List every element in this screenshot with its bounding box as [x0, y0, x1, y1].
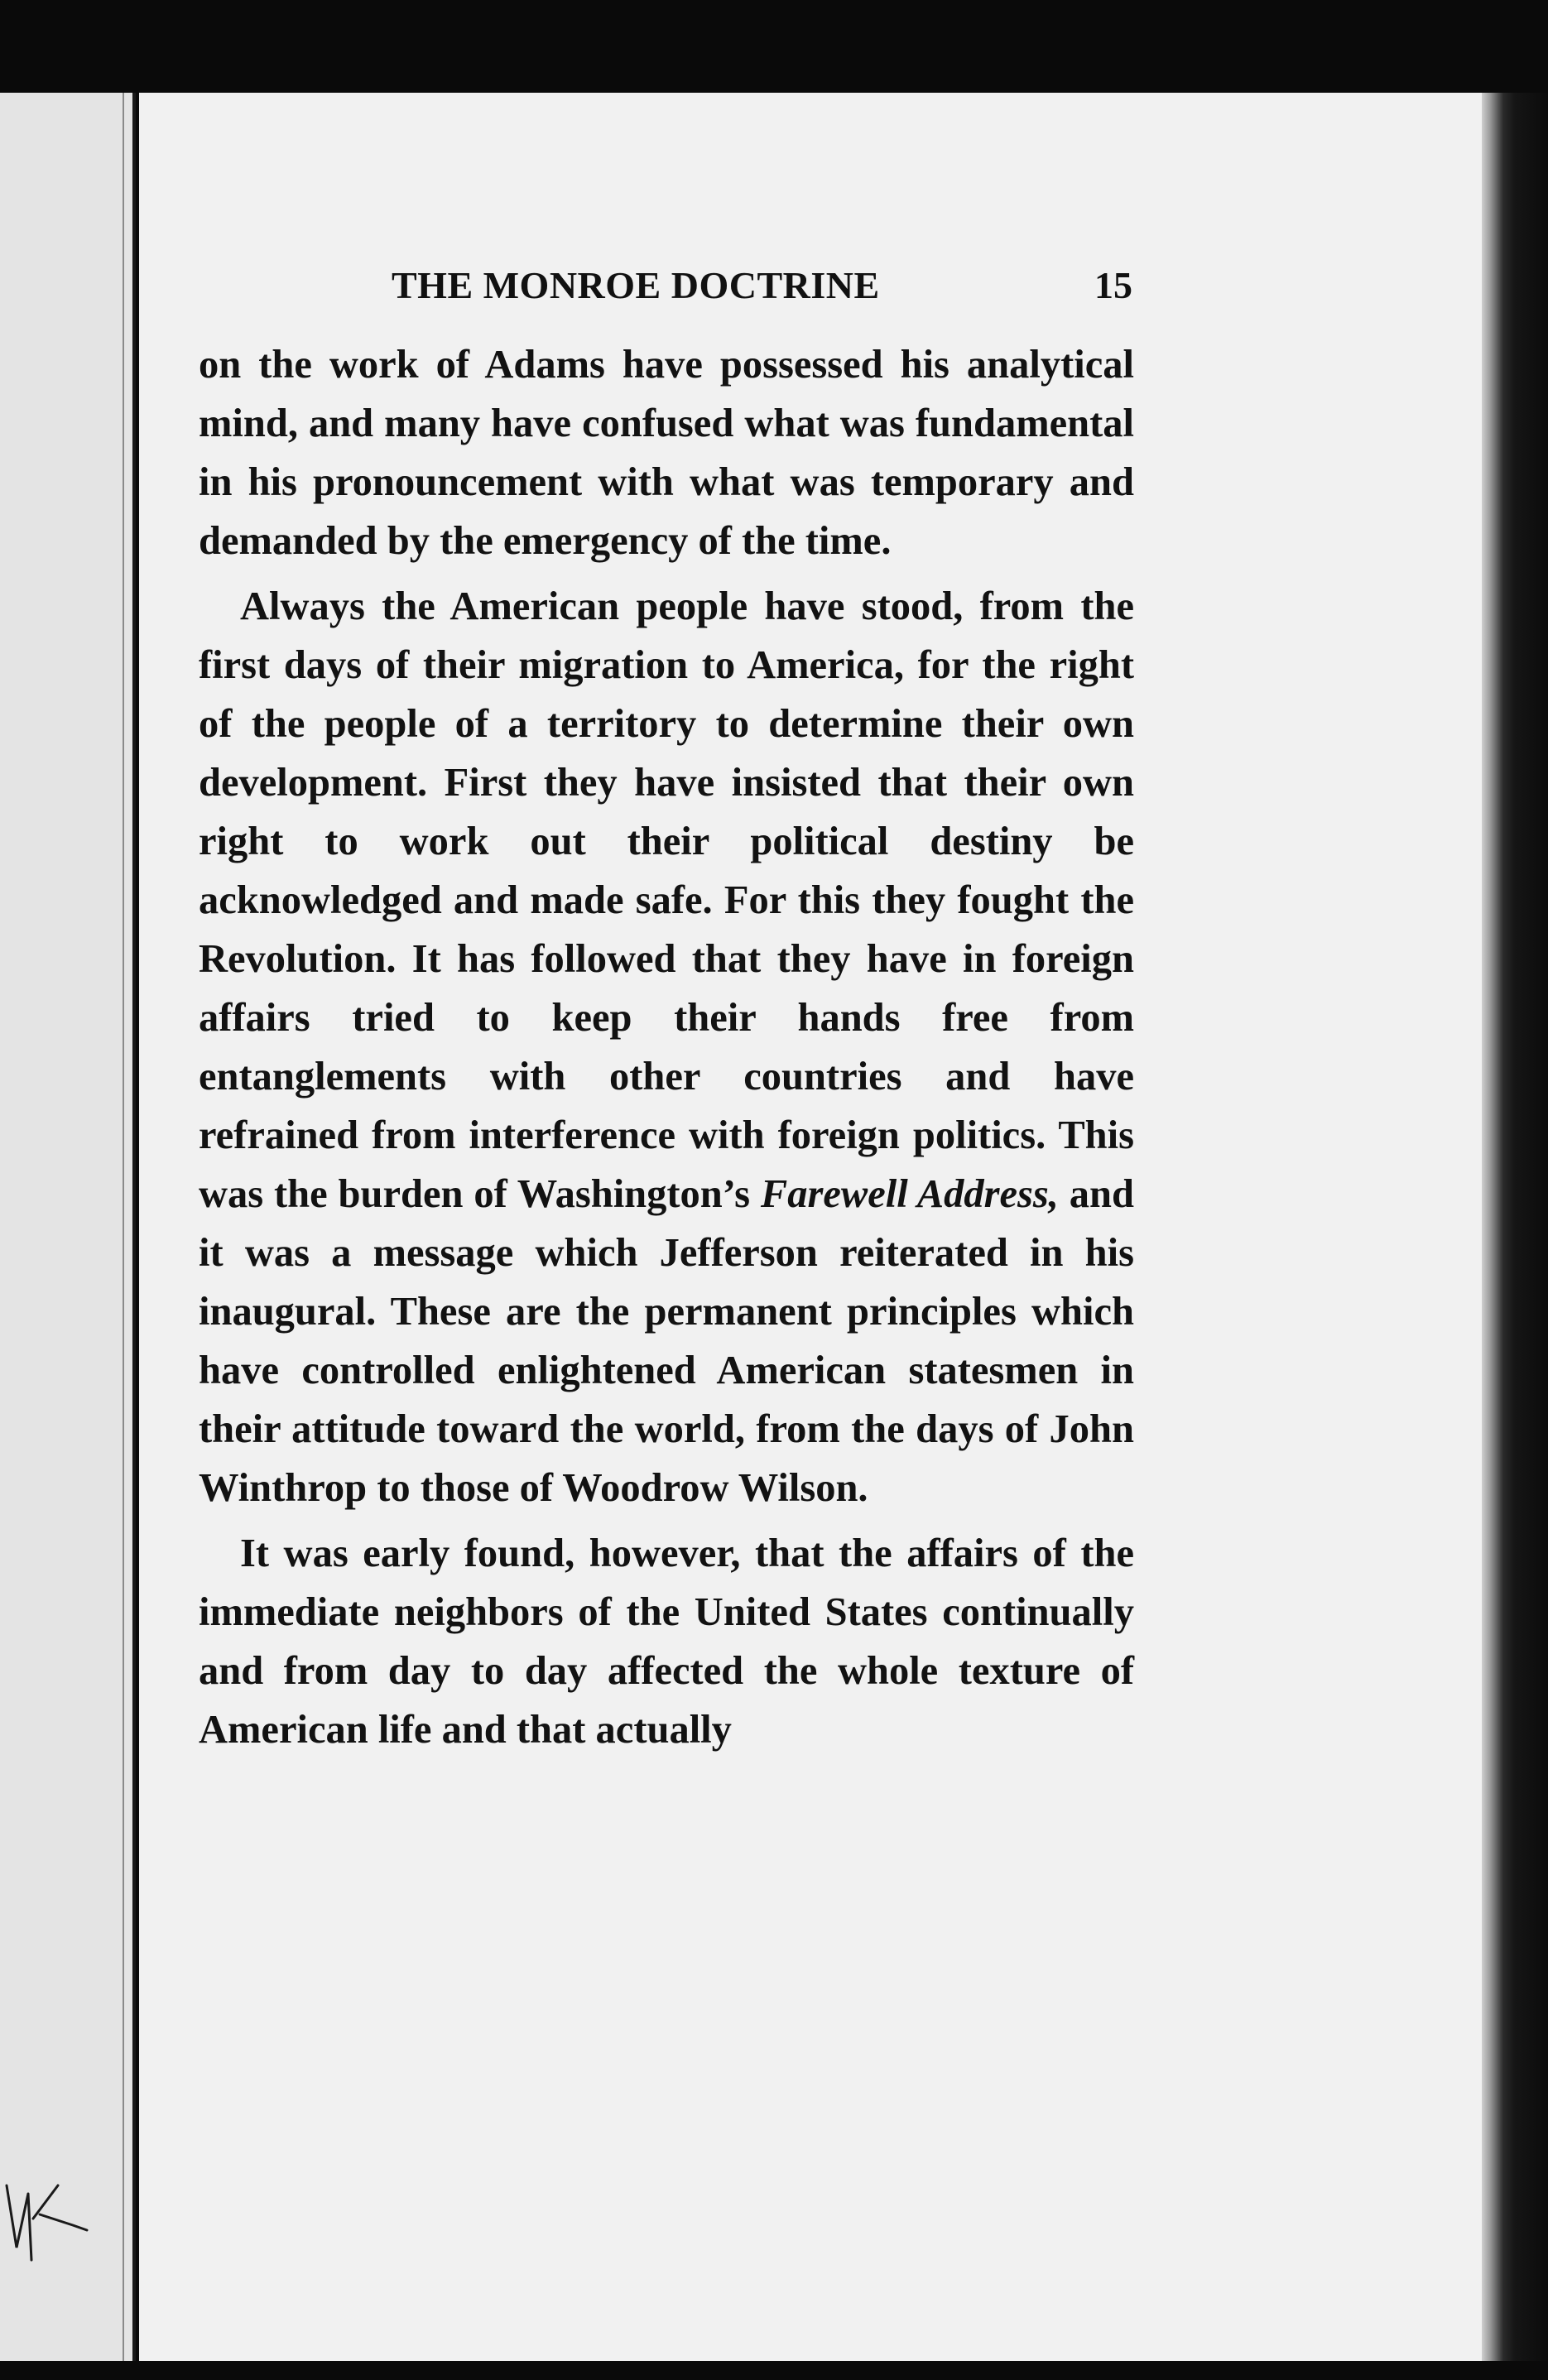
scan-border-top	[0, 0, 1548, 93]
paragraph-3: It was early found, however, that the affairs of the immediate neighbors of the United States continually and from day to day affected the whole texture of American life and that actually	[199, 1531, 1134, 1752]
page-header	[197, 263, 1132, 313]
paragraph-2-text-b: and it was a message which Jefferson reiterated in his inaugural. These are the permanent principles which have controlled enlightened American statesmen in their attitude toward the world, from the days of John Winthrop to those of Woodrow Wilson.	[199, 1172, 1134, 1510]
facing-page-edge	[0, 93, 136, 2361]
paragraph-1: on the work of Adams have possessed his analytical mind, and many have confused what was fundamental in his pronouncement with what was temporary and demanded by the emergency of the time.	[199, 343, 1134, 563]
farewell-address-title: Farewell Address,	[760, 1172, 1059, 1216]
scan-border-bottom	[0, 2361, 1548, 2380]
page-edge-shadow	[1482, 93, 1548, 2380]
handwritten-margin-mark	[0, 2169, 99, 2268]
paragraph-2	[199, 577, 1134, 1517]
running-title: THE MONROE DOCTRINE	[392, 264, 880, 306]
body-text	[199, 335, 1134, 1759]
page-number: 15	[1094, 264, 1132, 306]
paragraph-2-text-a: Always the American people have stood, from the first days of their migration to America, for the right of the people of a territory to determine their own development. First they have insisted that their own right to work out their political destiny be acknowledged and made safe. For this they fought the Revolution. It has followed that they have in foreign affairs tried to keep their hands free from entanglements with other countries and have refrained from interference with foreign politics. This was the burden of Washington’s	[199, 584, 1134, 1216]
